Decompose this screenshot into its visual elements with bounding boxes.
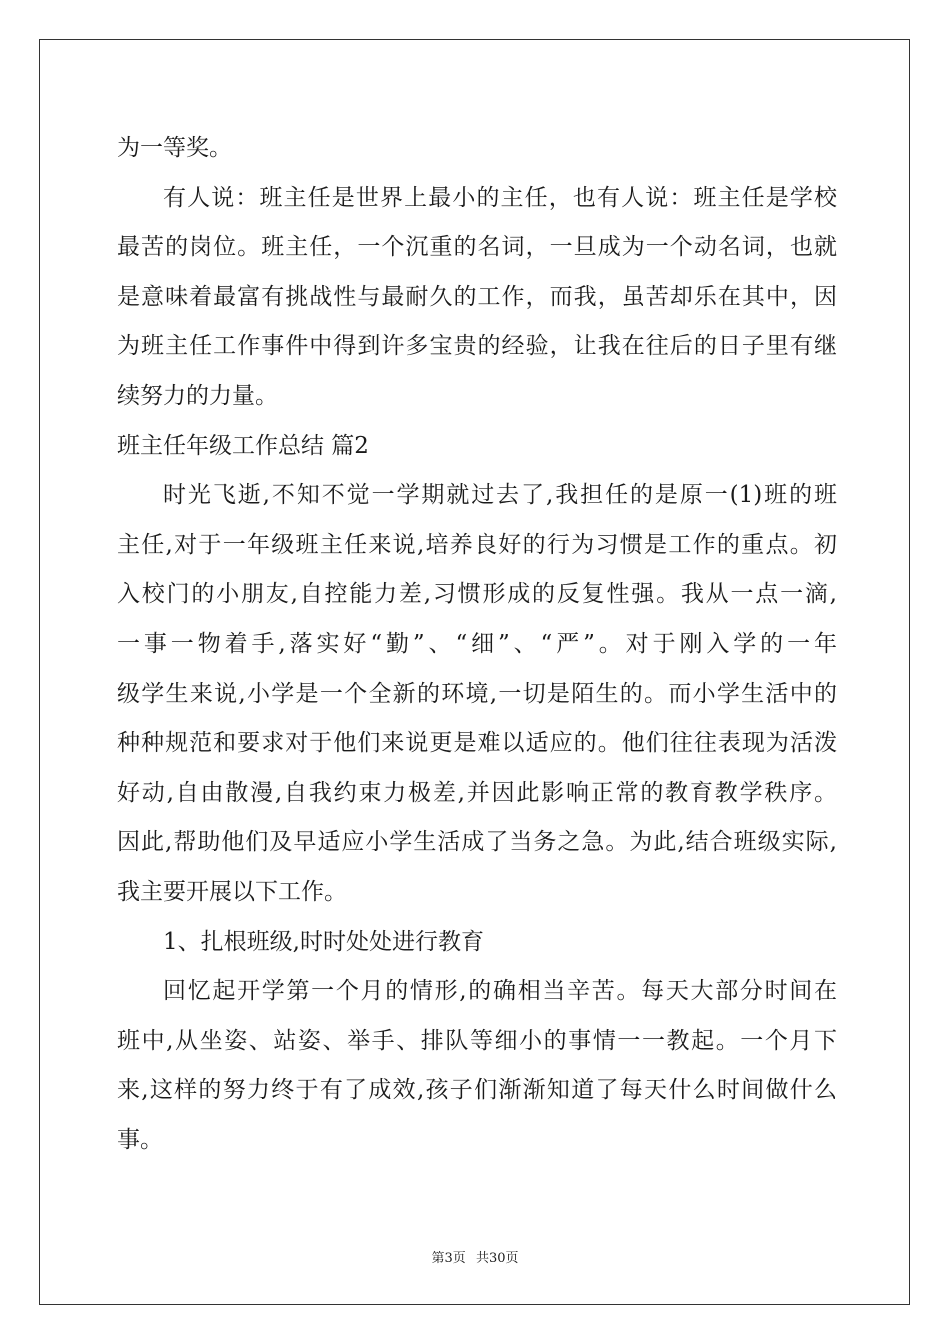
paragraph-line: 是意味着最富有挑战性与最耐久的工作，而我，虽苦却乐在其中，因: [117, 283, 837, 310]
paragraph-line: 为一等奖。: [117, 135, 232, 161]
paragraph-line: 最苦的岗位。班主任，一个沉重的名词，一旦成为一个动名词，也就: [117, 234, 837, 261]
paragraph-line: 来,这样的努力终于有了成效,孩子们渐渐知道了每天什么时间做什么: [117, 1077, 837, 1104]
paragraph-line: 事。: [117, 1126, 163, 1153]
paragraph-line: 因此,帮助他们及早适应小学生活成了当务之急。为此,结合班级实际,: [117, 829, 837, 856]
document-body: [117, 124, 837, 1165]
paragraph-line: 入校门的小朋友,自控能力差,习惯形成的反复性强。我从一点一滴,: [117, 581, 837, 608]
paragraph-line: 回忆起开学第一个月的情形,的确相当辛苦。每天大部分时间在: [163, 978, 837, 1005]
paragraph-line: 一事一物着手,落实好“勤”、“细”、“严”。对于刚入学的一年: [117, 630, 837, 657]
page-footer: [0, 1247, 950, 1266]
paragraph-line: 时光飞逝,不知不觉一学期就过去了,我担任的是原一(1)班的班: [163, 482, 837, 509]
paragraph-line: 续努力的力量。: [117, 382, 278, 409]
paragraph-line: 种种规范和要求对于他们来说更是难以适应的。他们往往表现为活泼: [117, 730, 837, 757]
list-item-heading: 1、扎根班级,时时处处进行教育: [163, 928, 484, 955]
paragraph-line: 好动,自由散漫,自我约束力极差,并因此影响正常的教育教学秩序。: [117, 779, 837, 806]
paragraph-line: 班中,从坐姿、站姿、举手、排队等细小的事情一一教起。一个月下: [117, 1027, 837, 1054]
page-number: 第3页: [431, 1251, 466, 1266]
paragraph-line: 级学生来说,小学是一个全新的环境,一切是陌生的。而小学生活中的: [117, 680, 837, 707]
paragraph-line: 主任,对于一年级班主任来说,培养良好的行为习惯是工作的重点。初: [117, 531, 837, 558]
paragraph-line: 有人说：班主任是世界上最小的主任，也有人说：班主任是学校: [163, 184, 837, 211]
page-total: 共30页: [475, 1251, 519, 1266]
section-heading: 班主任年级工作总结 篇2: [117, 432, 369, 459]
paragraph-line: 为班主任工作事件中得到许多宝贵的经验，让我在往后的日子里有继: [117, 333, 837, 360]
paragraph-line: 我主要开展以下工作。: [117, 878, 347, 905]
